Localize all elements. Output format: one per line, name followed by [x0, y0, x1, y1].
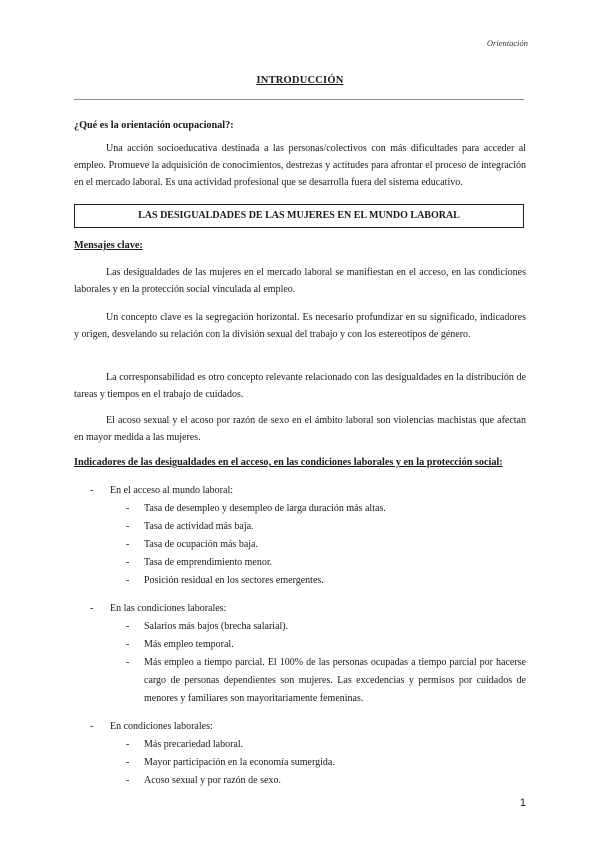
list-item-text: Tasa de ocupación más baja. [144, 539, 258, 550]
paragraph-mensaje-4: El acoso sexual y el acoso por razón de sexo en el ámbito laboral son violencias machistas que afectan en mayor medida a las mujeres. [74, 415, 526, 443]
title-divider [74, 99, 524, 100]
list-item-text: Tasa de desempleo y desempleo de larga duración más altas. [144, 503, 386, 514]
list-item [74, 618, 526, 636]
list-group-label [74, 718, 526, 736]
list-item [74, 572, 526, 590]
section-heading-orientacion: ¿Qué es la orientación ocupacional?: [74, 120, 234, 131]
dash-bullet: - [126, 521, 130, 532]
sub-list [74, 500, 526, 590]
group-label-text: En las condiciones laborales: [110, 603, 227, 614]
list-item [74, 772, 526, 790]
dash-bullet: - [126, 739, 130, 750]
dash-bullet: - [90, 603, 94, 614]
list-item [74, 654, 526, 708]
sub-list [74, 618, 526, 708]
dash-bullet: - [126, 575, 130, 586]
indicator-list [74, 482, 526, 790]
dash-bullet: - [126, 775, 130, 786]
list-item [74, 536, 526, 554]
boxed-section-title: LAS DESIGUALDADES DE LAS MUJERES EN EL MUNDO LABORAL [74, 204, 524, 228]
paragraph-mensaje-1: Las desigualdades de las mujeres en el mercado laboral se manifiestan en el acceso, en las condiciones laborales y en la protección social vinculada al empleo. [74, 267, 526, 295]
page-number: 1 [519, 797, 526, 809]
dash-bullet: - [126, 503, 130, 514]
list-item-text: Más empleo a tiempo parcial. El 100% de las personas ocupadas a tiempo parcial por hacerse cargo de personas dependientes son mujeres. Las excedencias y permisos por cuidados de menores y familiares son mayoritariamente femeninas. [144, 657, 526, 704]
group-label-text: En condiciones laborales: [110, 721, 213, 732]
paragraph-mensaje-3: La corresponsabilidad es otro concepto relevante relacionado con las desigualdades en la distribución de tareas y tiempos en el trabajo de cuidados. [74, 372, 526, 400]
group-label-text: En el acceso al mundo laboral: [110, 485, 234, 496]
list-item-text: Tasa de emprendimiento menor. [144, 557, 273, 568]
list-item [74, 754, 526, 772]
list-item [74, 500, 526, 518]
section-heading-indicadores: Indicadores de las desigualdades en el acceso, en las condiciones laborales y en la protección social: [74, 457, 503, 468]
list-group-label [74, 600, 526, 618]
list-item [74, 600, 526, 718]
paragraph-mensaje-2: Un concepto clave es la segregación horizontal. Es necesario profundizar en su significado, indicadores y origen, desvelando su relación con la división sexual del trabajo y con los estereotipos de género. [74, 312, 526, 340]
list-item-text: Posición residual en los sectores emergentes. [144, 575, 324, 586]
list-item [74, 718, 526, 790]
dash-bullet: - [126, 621, 130, 632]
list-item [74, 736, 526, 754]
running-header: Orientación [486, 38, 528, 48]
dash-bullet: - [126, 639, 130, 650]
sub-list [74, 736, 526, 790]
list-item [74, 554, 526, 572]
list-item-text: Mayor participación en la economía sumergida. [144, 757, 335, 768]
paragraph-orientacion: Una acción socioeducativa destinada a las personas/colectivos con más dificultades para acceder al empleo. Promueve la adquisición de conocimientos, destrezas y actitudes para afrontar el proceso de integración en el mercado laboral. Es una actividad profesional que se desarrolla fuera del sistema educativo. [74, 143, 526, 188]
dash-bullet: - [126, 757, 130, 768]
section-heading-mensajes: Mensajes clave: [74, 240, 143, 251]
list-group-label [74, 482, 526, 500]
dash-bullet: - [90, 721, 94, 732]
list-item [74, 482, 526, 600]
dash-bullet: - [90, 485, 94, 496]
list-item-text: Más precariedad laboral. [144, 739, 244, 750]
dash-bullet: - [126, 657, 130, 668]
page-title: INTRODUCCIÓN [256, 75, 344, 86]
dash-bullet: - [126, 539, 130, 550]
list-item-text: Acoso sexual y por razón de sexo. [144, 775, 281, 786]
list-item-text: Salarios más bajos (brecha salarial). [144, 621, 289, 632]
list-item [74, 636, 526, 654]
list-item-text: Más empleo temporal. [144, 639, 234, 650]
list-item [74, 518, 526, 536]
list-item-text: Tasa de actividad más baja. [144, 521, 254, 532]
dash-bullet: - [126, 557, 130, 568]
